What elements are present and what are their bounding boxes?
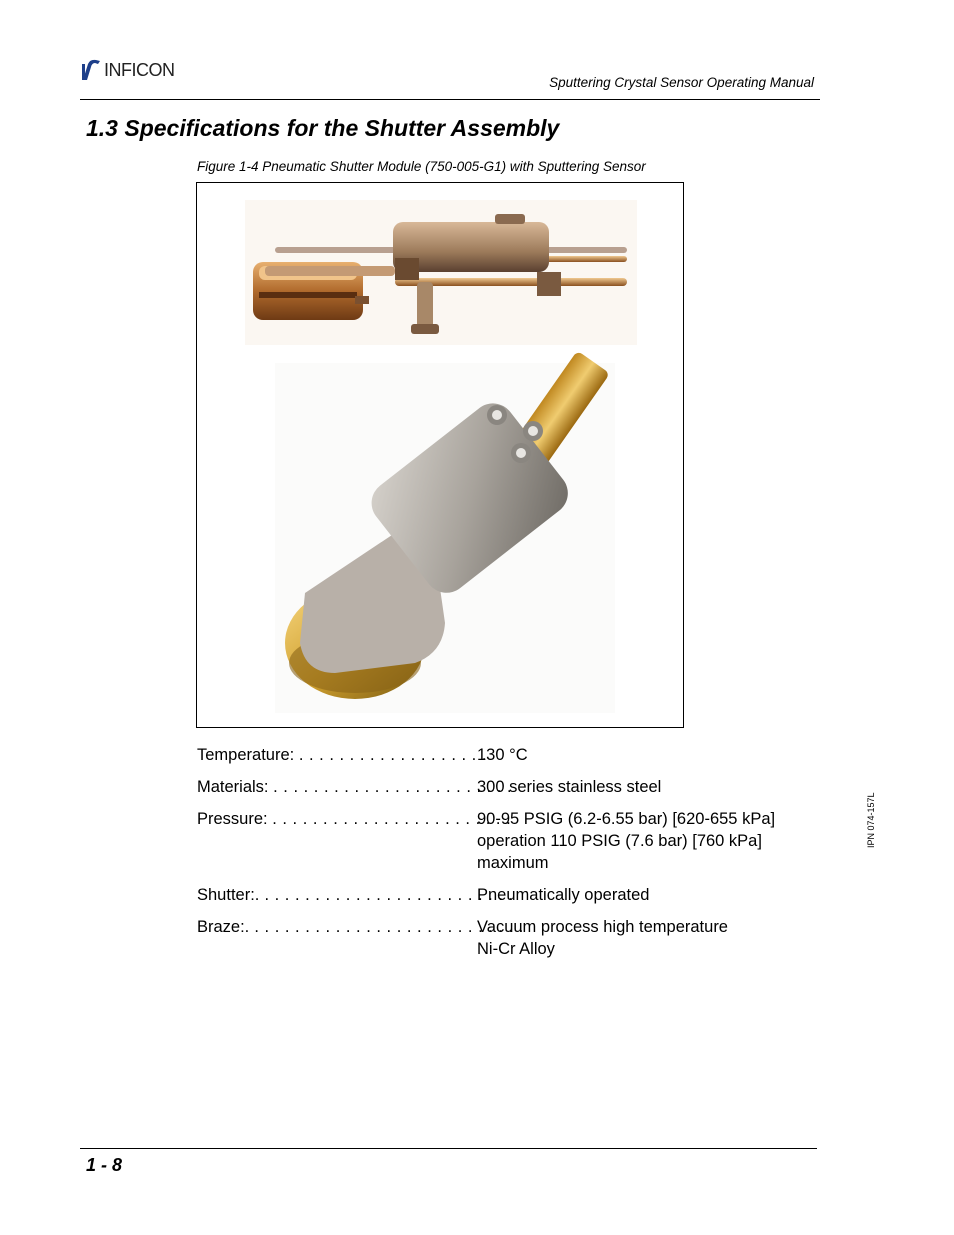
figure-caption: Figure 1-4 Pneumatic Shutter Module (750-005-G1) with Sputtering Sensor — [197, 159, 646, 174]
footer-divider — [80, 1148, 817, 1149]
spec-label: Materials: — [197, 778, 269, 796]
spec-label: Braze:. — [197, 918, 250, 936]
section-title: 1.3 Specifications for the Shutter Assembly — [86, 115, 560, 141]
spec-value: Ni-Cr Alloy — [477, 940, 555, 958]
logo-wordmark: INFICON — [104, 60, 175, 80]
document-part-number: IPN 074-157L — [866, 792, 876, 848]
spec-value: Pneumatically operated — [477, 886, 650, 904]
spec-value: 90-95 PSIG (6.2-6.55 bar) [620-655 kPa] — [477, 810, 776, 828]
spec-value: Vacuum process high temperature — [477, 918, 728, 936]
inficon-logo-icon — [80, 58, 102, 82]
shutter-top-view-photo — [275, 363, 615, 713]
spec-label: Pressure: — [197, 810, 268, 828]
spec-value: 300 series stainless steel — [477, 778, 662, 796]
spec-label: Temperature: — [197, 746, 295, 764]
spec-value: 130 °C — [477, 746, 528, 764]
spec-label: Shutter:. — [197, 886, 260, 904]
page-number: 1 - 8 — [86, 1155, 123, 1175]
shutter-side-view-photo — [245, 200, 637, 345]
spec-value: maximum — [477, 854, 549, 872]
spec-value: operation 110 PSIG (7.6 bar) [760 kPa] — [477, 832, 762, 850]
figure-frame — [196, 182, 684, 728]
header-divider — [80, 99, 820, 100]
running-header-title: Sputtering Crystal Sensor Operating Manual — [549, 75, 814, 90]
inficon-logo — [80, 58, 200, 84]
